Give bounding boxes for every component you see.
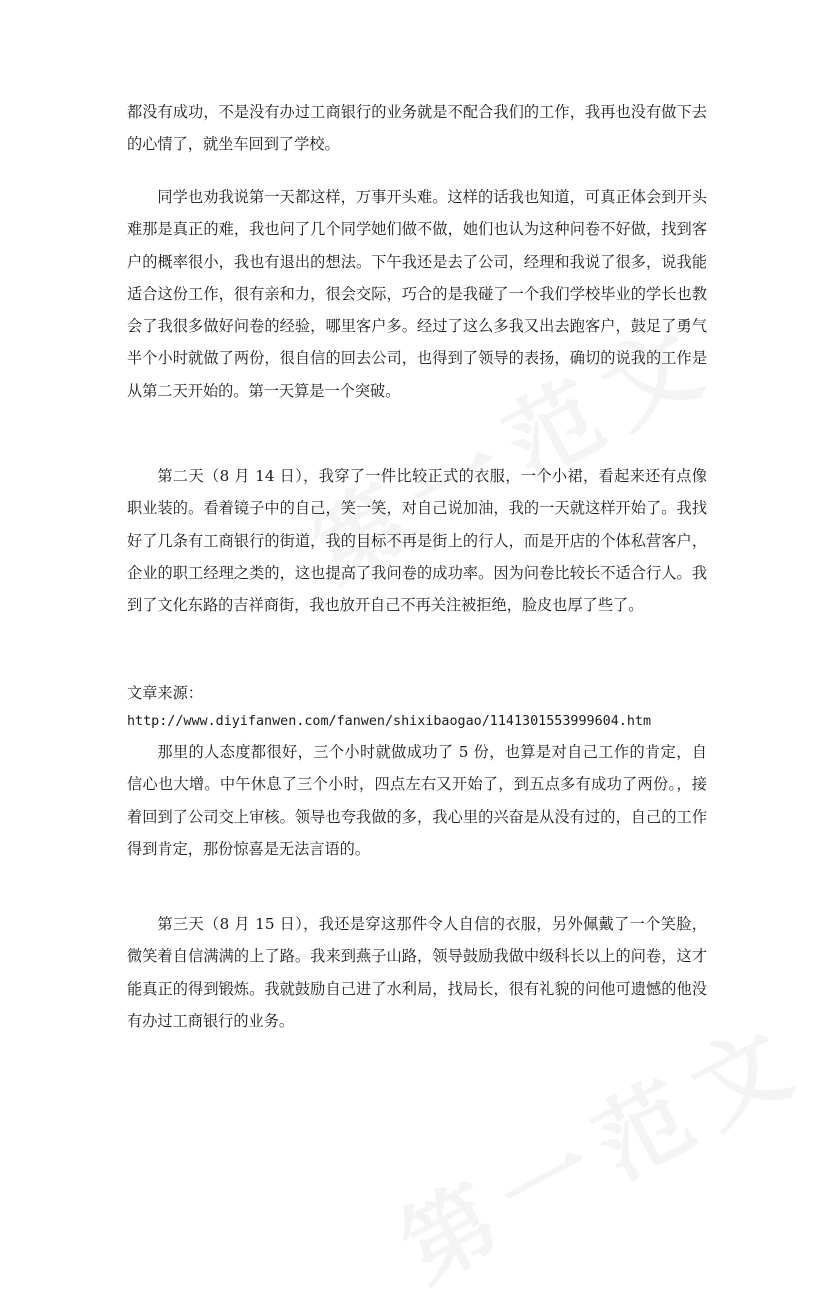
paragraph-continuation: 都没有成功，不是没有办过工商银行的业务就是不配合我们的工作，我再也没有做下去的心情了，就坐车回到了学校。: [127, 103, 707, 154]
paragraph-second-day: 第二天（8 月 14 日），我穿了一件比较正式的衣服，一个小裙，看起来还有点像职业装的。看着镜子中的自己，笑一笑，对自己说加油，我的一天就这样开始了。我找好了几条有工商银行的街道，我的目标不再是街上的行人，而是开店的个体私营客户，企业的职工经理之类的，这也提高了我问卷的成功率。因为问卷比较长不适合行人。我到了文化东路的吉祥商街，我也放开自己不再关注被拒绝，脸皮也厚了些了。: [127, 467, 707, 615]
paragraph-afternoon-success: 那里的人态度都很好，三个小时就做成功了 5 份，也算是对自己工作的肯定，自信心也大增。中午休息了三个小时，四点左右又开始了，到五点多有成功了两份。，接着回到了公司交上审核。领导也夸我做的多，我心里的兴奋是从没有过的，自己的工作得到肯定，那份惊喜是无法言语的。: [127, 743, 707, 858]
source-label: 文章来源：: [127, 684, 203, 702]
source-url-link[interactable]: http://www.diyifanwen.com/fanwen/shixibaogao/1141301553999604.htm: [127, 714, 652, 729]
paragraph-classmates-advice: 同学也劝我说第一天都这样，万事开头难。这样的话我也知道，可真正体会到开头难那是真正的难，我也问了几个同学她们做不做，她们也认为这种问卷不好做，找到客户的概率很小，我也有退出的想法。下午我还是去了公司，经理和我说了很多，说我能适合这份工作，很有亲和力，很会交际，巧合的是我碰了一个我们学校毕业的学长也教会了我很多做好问卷的经验，哪里客户多。经过了这么多我又出去跑客户，鼓足了勇气半个小时就做了两份，很自信的回去公司，也得到了领导的表扬，确切的说我的工作是从第二天开始的。第一天算是一个突破。: [127, 188, 707, 400]
paragraph-third-day: 第三天（8 月 15 日），我还是穿这那件令人自信的衣服，另外佩戴了一个笑脸，微笑着自信满满的上了路。我来到燕子山路，领导鼓励我做中级科长以上的问卷，这才能真正的得到锻炼。我就鼓励自己进了水利局，找局长，很有礼貌的问他可遗憾的他没有办过工商银行的业务。: [127, 915, 707, 1030]
